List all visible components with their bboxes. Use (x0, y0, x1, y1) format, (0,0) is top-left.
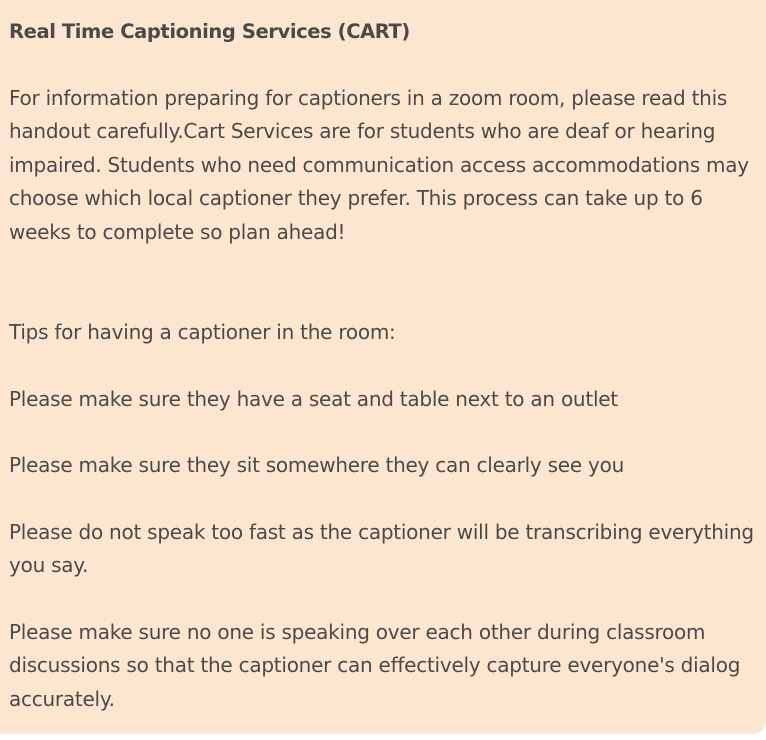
tips-heading: Tips for having a captioner in the room: (9, 320, 396, 344)
intro-paragraph: For information preparing for captioners in a zoom room, please read this handout carefully.Cart Services are for students who are deaf or hearing impaired. Students who need communication access accommodations may choose which local captioner they prefer. This process can take up to 6 weeks to complete so plan ahead! (9, 85, 749, 244)
tip-item: Please make sure they sit somewhere they can clearly see you (9, 453, 625, 477)
tip-item: Please do not speak too fast as the captioner will be transcribing everything you say. (9, 519, 754, 577)
tip-item: Please make sure they have a seat and table next to an outlet (9, 386, 618, 411)
tip-item: Please make sure no one is speaking over each other during classroom discussions so that the captioner can effectively capture everyone's dialog accurately. (9, 619, 741, 711)
section-title: Real Time Captioning Services (CART) (9, 20, 410, 43)
tips-list (9, 383, 754, 717)
